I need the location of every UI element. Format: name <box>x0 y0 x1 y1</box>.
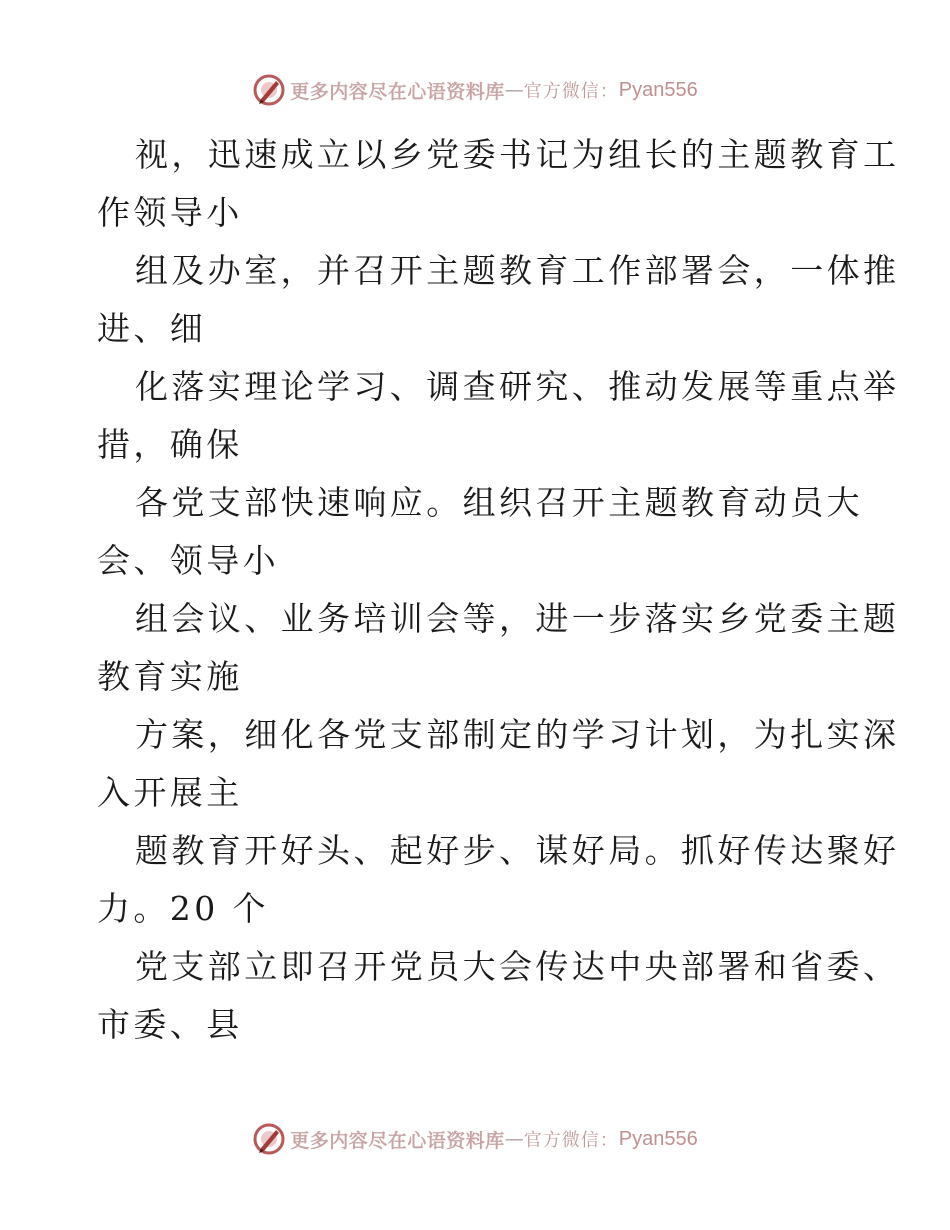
text-line: 教育实施 <box>97 657 243 696</box>
pen-logo-icon <box>252 1122 286 1156</box>
text-line: 措，确保 <box>97 425 243 464</box>
text-line: 力。20 个 <box>97 889 269 928</box>
text-line: 市委、县 <box>97 1005 243 1044</box>
watermark-dash: — <box>504 79 524 101</box>
watermark-text: 更多内容尽在心语资料库 <box>290 1129 505 1152</box>
text-line: 入开展主 <box>97 773 243 812</box>
text-line: 方案，细化各党支部制定的学习计划，为扎实深 <box>135 715 900 754</box>
text-line: 党支部立即召开党员大会传达中央部署和省委、 <box>135 947 900 986</box>
watermark-text: 更多内容尽在心语资料库 <box>290 80 505 103</box>
text-line: 视，迅速成立以乡党委书记为组长的主题教育工 <box>135 135 900 174</box>
text-line: 作领导小 <box>97 193 243 232</box>
watermark-dash: — <box>504 1128 524 1150</box>
watermark-sub: 官方微信： <box>523 1130 619 1151</box>
text-line: 组会议、业务培训会等，进一步落实乡党委主题 <box>135 599 900 638</box>
text-line: 组及办室，并召开主题教育工作部署会，一体推 <box>135 251 900 290</box>
watermark-sub: 官方微信： <box>523 81 619 102</box>
header-watermark <box>0 70 950 110</box>
watermark-id: Pyan556 <box>618 78 698 101</box>
pen-logo-icon <box>252 73 286 107</box>
text-line: 化落实理论学习、调查研究、推动发展等重点举 <box>135 367 900 406</box>
text-line: 进、细 <box>97 309 207 348</box>
text-line: 各党支部快速响应。组织召开主题教育动员大 <box>135 483 863 522</box>
text-line: 题教育开好头、起好步、谋好局。抓好传达聚好 <box>135 831 900 870</box>
text-line: 会、领导小 <box>97 541 279 580</box>
watermark-id: Pyan556 <box>618 1127 698 1150</box>
footer-watermark <box>0 1119 950 1159</box>
document-body <box>97 126 900 1054</box>
